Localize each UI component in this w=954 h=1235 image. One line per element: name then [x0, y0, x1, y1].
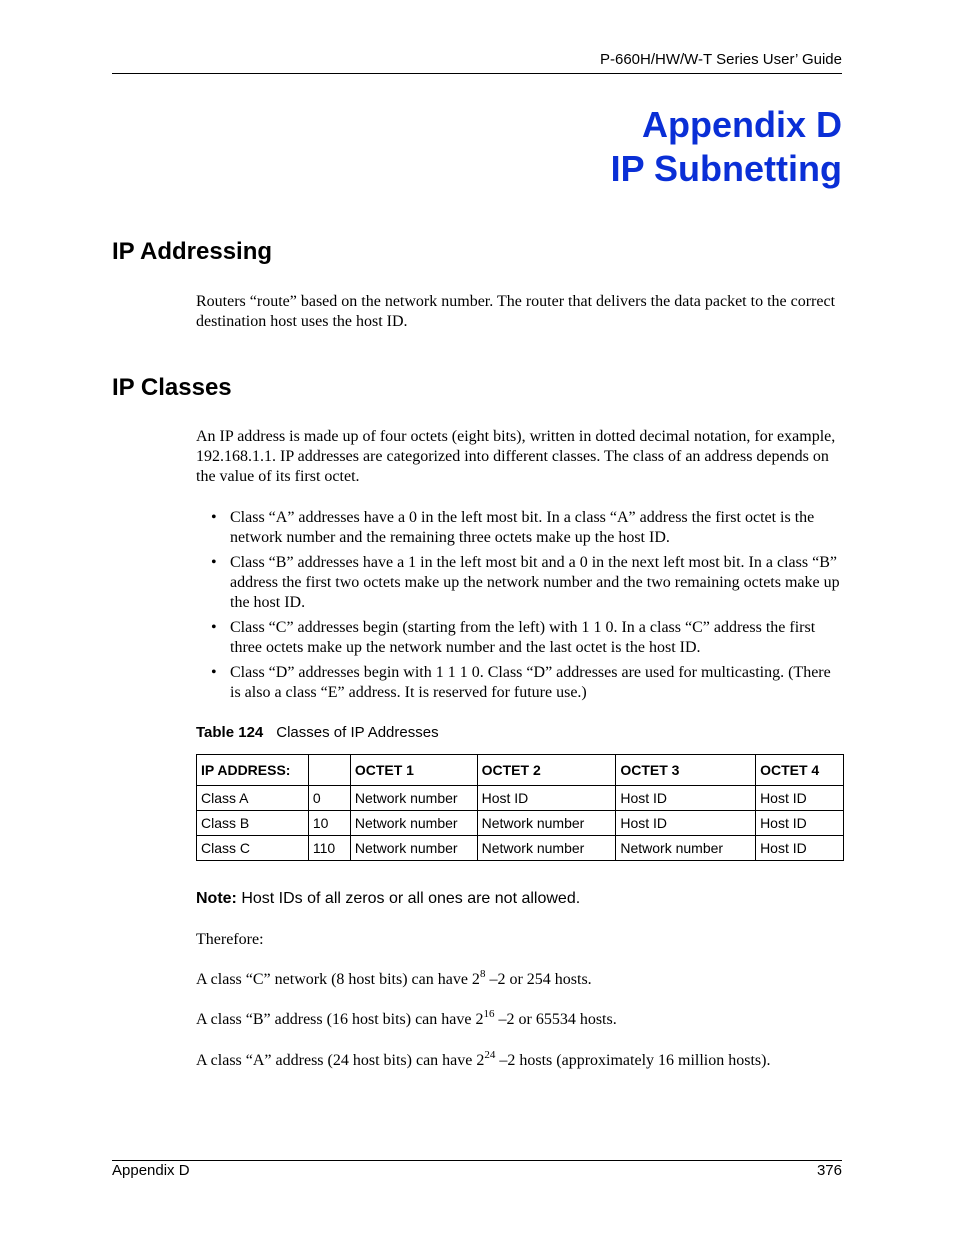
paragraph-ip-addressing: Routers “route” based on the network number. The router that delivers the data packet to the correct destination host uses the host ID.	[196, 293, 836, 330]
table-caption	[196, 724, 439, 741]
table-header-cell	[308, 755, 350, 786]
table-header-cell: OCTET 2	[477, 755, 616, 786]
table-cell: Class B	[197, 811, 309, 836]
table-cell: Host ID	[616, 786, 756, 811]
table-header-cell: OCTET 4	[756, 755, 844, 786]
bullet-item-class-b	[196, 553, 841, 613]
host-count-class-c	[196, 968, 592, 989]
table-cell: Network number	[350, 836, 477, 861]
table-header-row	[197, 755, 844, 786]
table-header-cell: OCTET 3	[616, 755, 756, 786]
table-cell: Network number	[477, 836, 616, 861]
host-count-text: A class “A” address (24 host bits) can have 2	[196, 1052, 485, 1069]
footer-rule	[112, 1160, 842, 1161]
table-cell: Host ID	[616, 811, 756, 836]
class-bullet-list	[196, 508, 841, 708]
host-count-exponent: 24	[484, 1049, 496, 1061]
bullet-icon: •	[211, 664, 217, 681]
table-caption-number: Table 124	[196, 724, 264, 741]
host-count-text: –2 or 65534 hosts.	[494, 1011, 617, 1028]
table-cell: Host ID	[756, 836, 844, 861]
table-row	[197, 786, 844, 811]
host-count-text: –2 or 254 hosts.	[485, 971, 592, 988]
bullet-icon: •	[211, 619, 217, 636]
bullet-text: Class “D” addresses begin with 1 1 1 0. Class “D” addresses are used for multicasting. (There is also a class “E” address. It is reserved for future use.)	[230, 664, 831, 701]
table-cell: Network number	[616, 836, 756, 861]
table-cell: 0	[308, 786, 350, 811]
bullet-text: Class “A” addresses have a 0 in the left most bit. In a class “A” address the first octet is the network number and the remaining three octets make up the host ID.	[230, 509, 815, 546]
host-count-class-b	[196, 1008, 617, 1029]
table-cell: Host ID	[477, 786, 616, 811]
bullet-icon: •	[211, 554, 217, 571]
note-label: Note:	[196, 890, 237, 907]
host-count-text: –2 hosts (approximately 16 million hosts).	[495, 1052, 771, 1069]
table-cell: Class C	[197, 836, 309, 861]
note	[196, 890, 580, 908]
note-text: Host IDs of all zeros or all ones are not allowed.	[236, 890, 581, 907]
host-count-exponent: 16	[483, 1008, 495, 1020]
bullet-item-class-c	[196, 618, 841, 658]
bullet-text: Class “C” addresses begin (starting from the left) with 1 1 0. In a class “C” address the first three octets make up the network number and the last octet is the host ID.	[230, 619, 816, 656]
bullet-icon: •	[211, 509, 217, 526]
table-cell: Class A	[197, 786, 309, 811]
page-title-subject: IP Subnetting	[610, 148, 842, 189]
table-row	[197, 836, 844, 861]
therefore-text: Therefore:	[196, 931, 264, 948]
table-cell: Network number	[350, 811, 477, 836]
table-row	[197, 811, 844, 836]
paragraph-ip-classes: An IP address is made up of four octets (eight bits), written in dotted decimal notation, for example, 192.168.1.1. IP addresses are categorized into different classes. The class of an address depends on the value of its first octet.	[196, 428, 836, 485]
bullet-item-class-d	[196, 663, 841, 703]
table-header-cell: OCTET 1	[350, 755, 477, 786]
bullet-item-class-a	[196, 508, 841, 548]
table-header-cell: IP ADDRESS:	[197, 755, 309, 786]
ip-classes-table	[196, 754, 844, 861]
footer-section: Appendix D	[112, 1162, 190, 1179]
host-count-exponent: 8	[479, 968, 486, 980]
host-count-text: A class “B” address (16 host bits) can have 2	[196, 1011, 484, 1028]
table-cell: Network number	[477, 811, 616, 836]
heading-ip-classes: IP Classes	[112, 374, 232, 401]
heading-ip-addressing: IP Addressing	[112, 238, 273, 265]
table-caption-title: Classes of IP Addresses	[276, 724, 439, 741]
page-number: 376	[816, 1162, 842, 1179]
header-guide-title: P-660H/HW/W-T Series User’ Guide	[599, 51, 842, 68]
page-title-appendix: Appendix D	[641, 104, 842, 145]
table-cell: Host ID	[756, 786, 844, 811]
host-count-class-a	[196, 1049, 771, 1070]
table-cell: Network number	[350, 786, 477, 811]
bullet-text: Class “B” addresses have a 1 in the left most bit and a 0 in the next left most bit. In a class “B” address the first two octets make up the network number and the two remaining octets make up the host ID.	[230, 554, 840, 611]
table-cell: 10	[308, 811, 350, 836]
header-rule	[112, 73, 842, 74]
table-cell: 110	[308, 836, 350, 861]
host-count-text: A class “C” network (8 host bits) can have 2	[196, 971, 480, 988]
table-cell: Host ID	[756, 811, 844, 836]
